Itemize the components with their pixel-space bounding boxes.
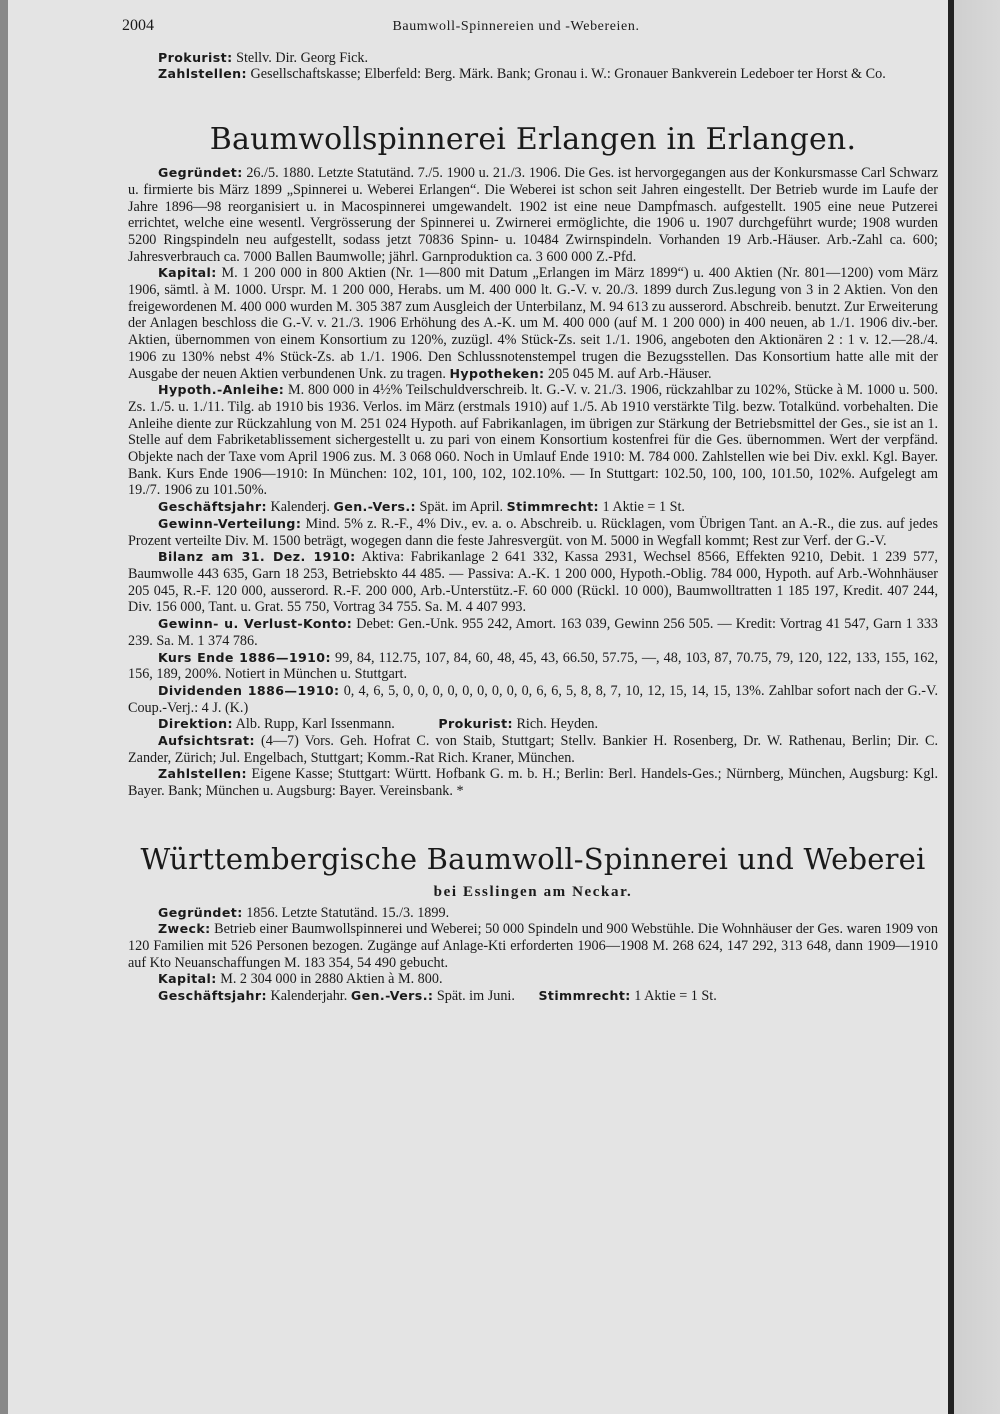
text: (4—7) Vors. Geh. Hofrat C. von Staib, Stuttgart; Stellv. Bankier H. Rosenberg, Dr. W. Rathenau, Berlin; Dir. C. Zander, Zürich; Jul. Engelbach, Stuttgart; Komm.-Rat Rich. Kraner, München. <box>128 733 939 766</box>
text: 0, 4, 6, 5, 0, 0, 0, 0, 0, 0, 0, 0, 0, 6, 6, 5, 8, 8, 7, 10, 12, 15, 14, 15, 13%. Zahlbar sofort nach der G.-V. Coup.-Verj.: 4 J. (K.) <box>128 682 938 716</box>
paragraph-aufsichtsrat <box>128 733 938 766</box>
label: Geschäftsjahr: <box>158 988 267 1004</box>
text: 1 Aktie = 1 St. <box>634 988 717 1005</box>
label: Gewinn- u. Verlust-Konto: <box>158 616 353 632</box>
text: Eigene Kasse; Stuttgart: Württ. Hofbank G. m. b. H.; Berlin: Berl. Handels-Ges.; Nürnberg, München, Augsburg: Kgl. Bayer. Bank; München u. Augsburg: Bayer. Vereinsbank. * <box>128 766 939 800</box>
paragraph-geschaeftsjahr <box>128 988 938 1005</box>
zahlstellen-line <box>128 66 938 83</box>
section-subtitle: bei Esslingen am Neckar. <box>433 883 633 900</box>
section-body <box>128 905 938 1005</box>
label: Aufsichtsrat: <box>158 733 255 749</box>
text: Kalenderjahr. <box>270 988 348 1005</box>
page-header <box>122 18 938 36</box>
paragraph-gegruendet <box>128 905 938 922</box>
page-content <box>122 17 939 1005</box>
paragraph-gewinn-verlust <box>128 616 938 649</box>
text: Rich. Heyden. <box>516 716 599 733</box>
text: Aktiva: Fabrikanlage 2 641 332, Kassa 2931, Wechsel 8566, Effekten 9210, Debit. 1 239 577, Baumwolle 443 635, Garn 18 253, Betriebskto 44 485. — Passiva: A.-K. 1 200 000, Hypoth.-Oblig. 784 000, Hypoth. auf Arb.-Wohnhäuser 205 045, R.-F. 120 000, ausserord. R.-F. 200 000, Arb.-Unterstütz.-F. 60 000 (Rückl. 10 000), Baumwolltratten 1 185 197, Kredit. 407 244, Div. 156 000, Tant. u. Grat. 55 750, Vortrag 34 755. Sa. M. 4 407 993. <box>128 549 938 616</box>
section-title: Baumwollspinnerei Erlangen in Erlangen. <box>209 122 857 158</box>
running-head: Baumwoll-Spinnereien und -Webereien. <box>392 19 640 34</box>
label: Prokurist: <box>438 716 513 732</box>
label: Stimmrecht: <box>506 499 599 515</box>
label: Bilanz am 31. Dez. 1910: <box>158 549 356 565</box>
label: Hypoth.-Anleihe: <box>158 382 285 398</box>
label: Gegründet: <box>158 904 243 920</box>
label: Hypotheken: <box>449 365 545 381</box>
text: Mind. 5% z. R.-F., 4% Div., ev. a. o. Abschreib. u. Rücklagen, vom Übrigen Tant. an A.-R., die zus. auf jedes Prozent verteilte Div. M. 1500 beträgt, wogegen dann die feste Jahresvergüt. von M. 5000 in Wegfall kommt; Rest zur Verf. der G.-V. <box>128 515 938 549</box>
label: Gen.-Vers.: <box>333 499 416 515</box>
label: Gegründet: <box>158 165 243 181</box>
label: Zweck: <box>158 921 211 937</box>
label: Direktion: <box>158 716 233 732</box>
text: 26./5. 1880. Letzte Statutänd. 7./5. 1900 u. 21./3. 1906. Die Ges. ist hervorgegangen aus der Konkursmasse Carl Schwarz u. firmierte bis März 1899 „Spinnerei u. Weberei Erlangen“. Die Weberei ist schon seit Jahren eingestellt. Der Betrieb wurde im Laufe der Jahre 1896—98 reorganisiert u. in Macospinnerei umgewandelt. 1902 ist eine neue Dampfmasch. aufgestellt. 1905 eine neue Putzerei errichtet, welche eine wesentl. Vergrösserung der Spinnerei u. Zwirnerei ermöglichte, die 1906 u. 1907 durchgeführt wurde; 1908 wurden 5200 Ringspindeln neu aufgestellt, sodass jetzt 70836 Spinn- u. 10484 Zwirnspindeln. Vorhanden 19 Arb.-Häuser. Arb.-Zahl ca. 600; Jahresverbrauch ca. 7000 Ballen Baumwolle; jährl. Garnproduktion ca. 3 600 000 Z.-Pfd. <box>128 165 939 265</box>
text: M. 800 000 in 4½% Teilschuldverschreib. lt. G.-V. v. 21./3. 1906, rückzahlbar zu 102%, Stücke à M. 1000 u. 500. Zs. 1./5. u. 1./11. Tilg. ab 1910 bis 1936. Verlos. im März (erstmals 1910) auf 1./5. Ab 1910 verstärkte Tilg. bezw. Totalkünd. vorbehalten. Die Anleihe diente zur Rückzahlung von M. 251 024 Hypoth. auf Fabrikanlagen, im übrigen zur Stärkung der Betriebsmittel der Ges., sie ist an 1. Stelle auf dem Fabriketablissement sichergestellt u. zu pari von einem Konsortium kostenfrei für die Ges. übernommen. Wert der verpfänd. Objekte nach der Taxe vom April 1906 zus. M. 3 068 060. Noch in Umlauf Ende 1910: M. 784 000. Zahlstellen wie bei Div. exkl. Kgl. Bayer. Bank. Kurs Ende 1906—1910: In München: 102, 101, 100, 102, 102.10%. — In Stuttgart: 102.50, 100, 100, 101.50, 102%. Aufgelegt am 19./7. 1906 zu 101.50%. <box>128 382 939 499</box>
paragraph-geschaeftsjahr <box>128 499 938 516</box>
text: 1 Aktie = 1 St. <box>602 499 685 516</box>
section-title: Württembergische Baumwoll-Spinnerei und Weberei <box>140 841 926 876</box>
paragraph-dividenden <box>128 683 938 716</box>
paragraph-bilanz <box>128 549 938 616</box>
paragraph-zweck <box>128 921 938 971</box>
text: 205 045 M. auf Arb.-Häuser. <box>547 365 712 382</box>
top-block <box>128 50 938 83</box>
label: Geschäftsjahr: <box>158 499 267 515</box>
text: Kalenderj. <box>270 499 330 516</box>
paragraph-kapital <box>128 971 938 988</box>
label: Zahlstellen: <box>158 766 247 782</box>
text: M. 1 200 000 in 800 Aktien (Nr. 1—800 mit Datum „Erlangen im März 1899“) u. 400 Aktien (Nr. 801—1200) vom März 1906, sämtl. à M. 1000. Urspr. M. 1 200 000, Herabs. um M. 400 000 lt. G.-V. v. 20./3. 1899 durch Zus.legung von 3 in 2 Aktien. Von den freigewordenen M. 400 000 wurden M. 305 387 zum Ausgleich der Unterbilanz, M. 94 613 zu ausserord. Abschreib. benutzt. Zur Erweiterung der Anlagen beschloss die G.-V. v. 21./3. 1906 Erhöhung des A.-K. um M. 400 000 (auf M. 1 200 000) in 400 neuen, ab 1./1. 1906 div.-ber. Aktien, übernommen von einem Konsortium zu 120%, zuzügl. 4% Stück-Zs. seit 1./1. 1906, angeboten den Aktionären 2 : 1 v. 12.—28./4. 1906 zu 130% nebst 4% Stück-Zs. ab 1./1. 1906. Den Schlussnotenstempel trugen die Bezugsstellen. Das Konsortium hatte alle mit der Ausgabe der neuen Aktien verbundenen Unk. zu tragen. <box>128 265 938 382</box>
label: Gewinn-Verteilung: <box>158 515 302 531</box>
label: Gen.-Vers.: <box>350 988 434 1004</box>
paragraph-gegruendet <box>128 165 938 265</box>
section-body <box>128 165 938 800</box>
label: Kurs Ende 1886—1910: <box>158 649 331 665</box>
text: Debet: Gen.-Unk. 955 242, Amort. 163 039, Gewinn 256 505. — Kredit: Vortrag 41 547, Garn 1 333 239. Sa. M. 1 374 786. <box>128 616 939 649</box>
paragraph-zahlstellen <box>128 766 938 799</box>
scan-left-edge <box>0 0 8 1414</box>
label: Kapital: <box>158 265 217 281</box>
text: Spät. im Juni. <box>436 988 515 1005</box>
text: M. 2 304 000 in 2880 Aktien à M. 800. <box>220 971 443 988</box>
text: Gesellschaftskasse; Elberfeld: Berg. Märk. Bank; Gronau i. W.: Gronauer Bankverein Ledeboer ter Horst & Co. <box>250 66 886 83</box>
prokurist-line <box>128 50 938 67</box>
label: Prokurist: <box>158 49 233 65</box>
label: Stimmrecht: <box>538 988 631 1004</box>
text: Spät. im April. <box>419 499 504 516</box>
label: Kapital: <box>158 971 217 987</box>
text: Stellv. Dir. Georg Fick. <box>236 49 369 66</box>
label: Dividenden 1886—1910: <box>158 682 340 698</box>
paragraph-anleihe <box>128 382 938 499</box>
paragraph-gewinnverteilung <box>128 516 938 549</box>
label: Zahlstellen: <box>158 66 247 82</box>
scan-right-edge <box>948 0 1000 1414</box>
text: Alb. Rupp, Karl Issenmann. <box>235 716 395 733</box>
paragraph-direktion <box>128 716 938 733</box>
paragraph-kapital <box>128 265 938 382</box>
text: 99, 84, 112.75, 107, 84, 60, 48, 45, 43, 66.50, 57.75, —, 48, 103, 87, 70.75, 79, 120, 122, 133, 155, 162, 156, 189, 200%. Notiert in München u. Stuttgart. <box>128 649 938 683</box>
page-number: 2004 <box>122 17 154 34</box>
paragraph-kurs <box>128 650 938 683</box>
text: 1856. Letzte Statutänd. 15./3. 1899. <box>246 904 450 921</box>
text: Betrieb einer Baumwollspinnerei und Weberei; 50 000 Spindeln und 900 Webstühle. Die Wohnhäuser der Ges. waren 1909 von 120 Familien mit 526 Personen bezogen. Zugänge auf Anlage-Kti erforderten 1906—1908 M. 268 624, 147 292, 313 648, dann 1909—1910 auf Kto Neuanschaffungen M. 183 354, 54 490 gebucht. <box>128 921 939 971</box>
